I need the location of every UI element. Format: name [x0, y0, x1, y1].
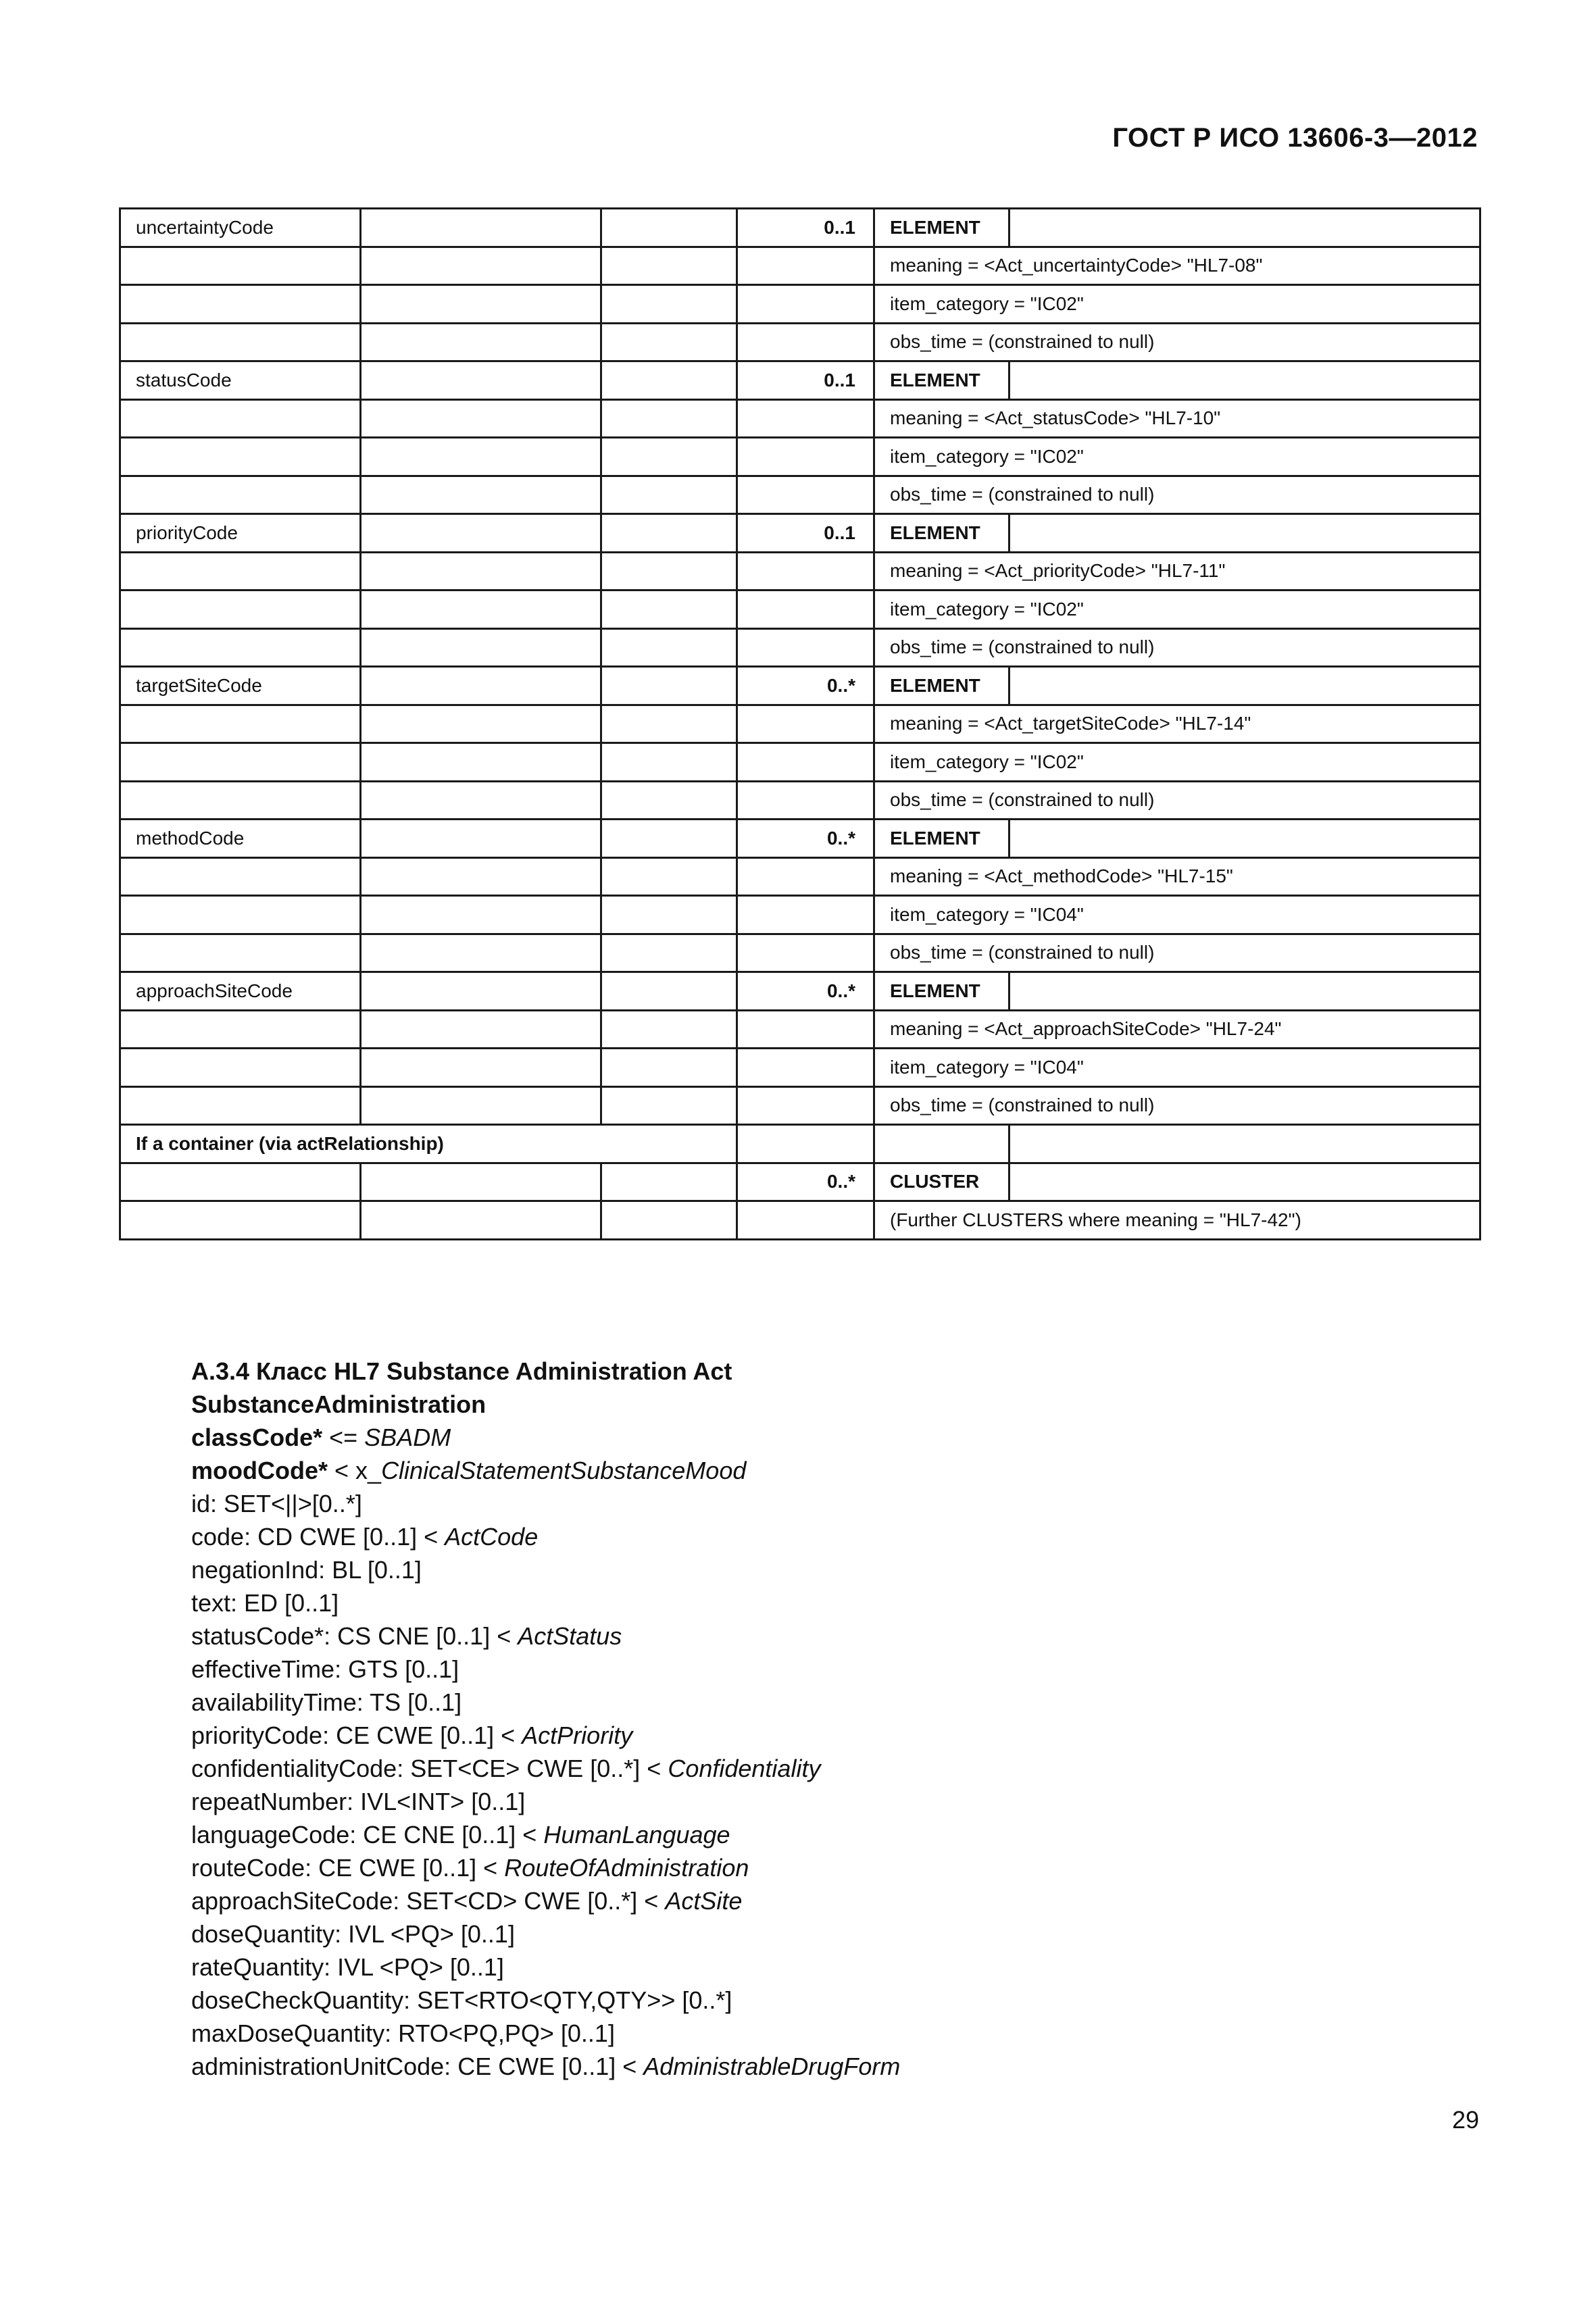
- cardinality-cell: 0..1: [737, 209, 874, 247]
- empty-cell: [361, 514, 601, 553]
- empty-cell: [361, 667, 601, 705]
- table-row: [120, 628, 1480, 667]
- empty-cell: [1009, 667, 1480, 705]
- empty-cell: [361, 1201, 601, 1240]
- attribute-text: doseQuantity: IVL <PQ> [0..1]: [191, 1920, 515, 1948]
- empty-cell: [737, 628, 874, 667]
- empty-cell: [737, 476, 874, 514]
- empty-cell: [601, 438, 737, 476]
- element-type-cell: ELEMENT: [874, 820, 1009, 858]
- empty-cell: [361, 705, 601, 743]
- table-row: [120, 743, 1480, 782]
- empty-cell: [737, 1201, 874, 1240]
- attribute-name-cell: uncertaintyCode: [120, 209, 361, 247]
- obs-time-cell: obs_time = (constrained to null): [874, 934, 1480, 972]
- element-type-cell: ELEMENT: [874, 209, 1009, 247]
- attribute-line: [191, 1487, 1475, 1520]
- empty-cell: [737, 857, 874, 896]
- table-row: [120, 1201, 1480, 1240]
- attribute-vocabulary: AdministrableDrugForm: [643, 2053, 901, 2080]
- empty-cell: [737, 285, 874, 324]
- empty-cell: [737, 1010, 874, 1049]
- attribute-line: [191, 1752, 1475, 1785]
- empty-cell: [361, 972, 601, 1011]
- attribute-line: [191, 1984, 1475, 2017]
- empty-cell: [737, 781, 874, 820]
- empty-cell: [120, 1201, 361, 1240]
- attribute-line: [191, 1851, 1475, 1884]
- table-row: [120, 285, 1480, 324]
- empty-cell: [1009, 361, 1480, 400]
- mood-code-operator: < x_: [328, 1457, 382, 1484]
- empty-cell: [1009, 972, 1480, 1011]
- attribute-text: routeCode: CE CWE [0..1] <: [191, 1854, 505, 1882]
- mood-code-value: ClinicalStatementSubstanceMood: [381, 1457, 747, 1484]
- attribute-name-cell: priorityCode: [120, 514, 361, 553]
- attribute-vocabulary: ActSite: [665, 1887, 743, 1915]
- table-row: [120, 1125, 1480, 1163]
- cardinality-cell: 0..1: [737, 361, 874, 400]
- further-clusters-cell: (Further CLUSTERS where meaning = "HL7-42"): [874, 1201, 1480, 1240]
- empty-cell: [737, 896, 874, 934]
- attribute-vocabulary: RouteOfAdministration: [504, 1854, 749, 1882]
- item-category-cell: item_category = "IC04": [874, 896, 1480, 934]
- table-row: [120, 247, 1480, 285]
- empty-cell: [601, 667, 737, 705]
- class-description: [191, 1355, 1475, 2083]
- table-row: [120, 1010, 1480, 1049]
- cardinality-cell: 0..*: [737, 972, 874, 1011]
- section-subtitle: SubstanceAdministration: [191, 1390, 487, 1418]
- table-row: [120, 934, 1480, 972]
- attribute-line: [191, 2050, 1475, 2083]
- empty-cell: [601, 820, 737, 858]
- empty-cell: [361, 399, 601, 438]
- attribute-line: [191, 1785, 1475, 1818]
- mood-code-label: moodCode*: [191, 1457, 328, 1484]
- empty-cell: [120, 1010, 361, 1049]
- empty-cell: [737, 323, 874, 361]
- attribute-name-cell: statusCode: [120, 361, 361, 400]
- empty-cell: [601, 323, 737, 361]
- empty-cell: [361, 285, 601, 324]
- attribute-text: repeatNumber: IVL<INT> [0..1]: [191, 1788, 526, 1815]
- empty-cell: [361, 247, 601, 285]
- attribute-text: rateQuantity: IVL <PQ> [0..1]: [191, 1953, 504, 1981]
- element-type-cell: ELEMENT: [874, 667, 1009, 705]
- obs-time-cell: obs_time = (constrained to null): [874, 781, 1480, 820]
- empty-cell: [361, 476, 601, 514]
- empty-cell: [601, 934, 737, 972]
- attribute-vocabulary: ActPriority: [522, 1721, 633, 1749]
- attribute-vocabulary: ActStatus: [518, 1622, 622, 1650]
- class-code-value: SBADM: [364, 1424, 451, 1451]
- empty-cell: [601, 476, 737, 514]
- table-row: [120, 1086, 1480, 1125]
- empty-cell: [120, 285, 361, 324]
- attribute-text: code: CD CWE [0..1] <: [191, 1523, 445, 1551]
- section-title: A.3.4 Класс HL7 Substance Administration Act: [191, 1357, 732, 1385]
- table-row: [120, 552, 1480, 590]
- mapping-table: [119, 207, 1481, 1240]
- empty-cell: [1009, 1125, 1480, 1163]
- attribute-text: maxDoseQuantity: RTO<PQ,PQ> [0..1]: [191, 2019, 615, 2047]
- obs-time-cell: obs_time = (constrained to null): [874, 1086, 1480, 1125]
- empty-cell: [1009, 514, 1480, 553]
- table-row: [120, 781, 1480, 820]
- attribute-text: availabilityTime: TS [0..1]: [191, 1688, 462, 1716]
- empty-cell: [120, 476, 361, 514]
- page-number: 29: [1451, 2106, 1479, 2134]
- attribute-vocabulary: Confidentiality: [668, 1755, 821, 1782]
- class-code-line: [191, 1421, 1475, 1454]
- attribute-text: administrationUnitCode: CE CWE [0..1] <: [191, 2053, 644, 2080]
- meaning-cell: meaning = <Act_statusCode> "HL7-10": [874, 399, 1480, 438]
- empty-cell: [737, 705, 874, 743]
- item-category-cell: item_category = "IC02": [874, 438, 1480, 476]
- attribute-line: [191, 1818, 1475, 1851]
- attribute-text: effectiveTime: GTS [0..1]: [191, 1655, 459, 1683]
- empty-cell: [120, 1163, 361, 1201]
- table-row: [120, 972, 1480, 1011]
- document-header: ГОСТ Р ИСО 13606-3—2012: [1112, 123, 1478, 153]
- empty-cell: [1009, 820, 1480, 858]
- table-row: [120, 1163, 1480, 1201]
- table-row: [120, 667, 1480, 705]
- empty-cell: [737, 1086, 874, 1125]
- attribute-line: [191, 1686, 1475, 1719]
- empty-cell: [361, 743, 601, 782]
- empty-cell: [737, 552, 874, 590]
- table-row: [120, 705, 1480, 743]
- empty-cell: [361, 1086, 601, 1125]
- empty-cell: [601, 209, 737, 247]
- meaning-cell: meaning = <Act_methodCode> "HL7-15": [874, 857, 1480, 896]
- table-row: [120, 514, 1480, 553]
- empty-cell: [737, 247, 874, 285]
- empty-cell: [361, 552, 601, 590]
- empty-cell: [737, 399, 874, 438]
- empty-cell: [120, 896, 361, 934]
- cardinality-cell: 0..*: [737, 667, 874, 705]
- empty-cell: [120, 1086, 361, 1125]
- empty-cell: [120, 1049, 361, 1087]
- cardinality-cell: 0..*: [737, 820, 874, 858]
- attribute-line: [191, 2017, 1475, 2050]
- empty-cell: [601, 1010, 737, 1049]
- empty-cell: [120, 628, 361, 667]
- meaning-cell: meaning = <Act_approachSiteCode> "HL7-24": [874, 1010, 1480, 1049]
- empty-cell: [361, 857, 601, 896]
- table-row: [120, 209, 1480, 247]
- empty-cell: [601, 705, 737, 743]
- empty-cell: [361, 1049, 601, 1087]
- empty-cell: [737, 590, 874, 629]
- table-row: [120, 323, 1480, 361]
- empty-cell: [601, 399, 737, 438]
- attribute-line: [191, 1586, 1475, 1619]
- item-category-cell: item_category = "IC02": [874, 590, 1480, 629]
- empty-cell: [1009, 1163, 1480, 1201]
- empty-cell: [601, 781, 737, 820]
- item-category-cell: item_category = "IC02": [874, 743, 1480, 782]
- item-category-cell: item_category = "IC04": [874, 1049, 1480, 1087]
- empty-cell: [120, 743, 361, 782]
- empty-cell: [601, 1163, 737, 1201]
- table-row: [120, 590, 1480, 629]
- attribute-text: negationInd: BL [0..1]: [191, 1556, 422, 1584]
- empty-cell: [601, 552, 737, 590]
- empty-cell: [120, 438, 361, 476]
- empty-cell: [120, 590, 361, 629]
- container-label-cell: If a container (via actRelationship): [120, 1125, 737, 1163]
- attribute-line: [191, 1520, 1475, 1553]
- empty-cell: [361, 361, 601, 400]
- empty-cell: [120, 857, 361, 896]
- empty-cell: [601, 743, 737, 782]
- attribute-text: statusCode*: CS CNE [0..1] <: [191, 1622, 518, 1650]
- empty-cell: [601, 628, 737, 667]
- attribute-text: text: ED [0..1]: [191, 1589, 339, 1617]
- empty-cell: [120, 781, 361, 820]
- table-row: [120, 896, 1480, 934]
- attribute-vocabulary: ActCode: [445, 1523, 539, 1551]
- empty-cell: [361, 896, 601, 934]
- empty-cell: [737, 934, 874, 972]
- table-row: [120, 820, 1480, 858]
- mood-code-line: [191, 1454, 1475, 1487]
- empty-cell: [361, 628, 601, 667]
- element-type-cell: ELEMENT: [874, 361, 1009, 400]
- attribute-line: [191, 1917, 1475, 1951]
- cluster-type-cell: CLUSTER: [874, 1163, 1009, 1201]
- table-row: [120, 1049, 1480, 1087]
- empty-cell: [361, 590, 601, 629]
- attribute-text: confidentialityCode: SET<CE> CWE [0..*] <: [191, 1755, 668, 1782]
- attribute-line: [191, 1884, 1475, 1917]
- class-code-label: classCode*: [191, 1424, 323, 1451]
- attribute-name-cell: approachSiteCode: [120, 972, 361, 1011]
- table-row: [120, 438, 1480, 476]
- attribute-vocabulary: HumanLanguage: [543, 1821, 730, 1848]
- empty-cell: [601, 361, 737, 400]
- attribute-text: id: SET<||>[0..*]: [191, 1490, 362, 1517]
- attribute-line: [191, 1719, 1475, 1752]
- empty-cell: [601, 896, 737, 934]
- empty-cell: [120, 934, 361, 972]
- attribute-line: [191, 1951, 1475, 1984]
- obs-time-cell: obs_time = (constrained to null): [874, 476, 1480, 514]
- empty-cell: [601, 247, 737, 285]
- empty-cell: [361, 781, 601, 820]
- meaning-cell: meaning = <Act_targetSiteCode> "HL7-14": [874, 705, 1480, 743]
- attribute-line: [191, 1553, 1475, 1586]
- cardinality-cell: 0..1: [737, 514, 874, 553]
- empty-cell: [601, 857, 737, 896]
- attribute-name-cell: targetSiteCode: [120, 667, 361, 705]
- empty-cell: [737, 743, 874, 782]
- empty-cell: [601, 514, 737, 553]
- empty-cell: [120, 705, 361, 743]
- empty-cell: [601, 972, 737, 1011]
- empty-cell: [361, 1010, 601, 1049]
- element-type-cell: ELEMENT: [874, 972, 1009, 1011]
- element-type-cell: ELEMENT: [874, 514, 1009, 553]
- empty-cell: [361, 438, 601, 476]
- attribute-name-cell: methodCode: [120, 820, 361, 858]
- attribute-text: languageCode: CE CNE [0..1] <: [191, 1821, 544, 1848]
- table-row: [120, 361, 1480, 400]
- empty-cell: [1009, 209, 1480, 247]
- item-category-cell: item_category = "IC02": [874, 285, 1480, 324]
- empty-cell: [601, 1086, 737, 1125]
- meaning-cell: meaning = <Act_priorityCode> "HL7-11": [874, 552, 1480, 590]
- obs-time-cell: obs_time = (constrained to null): [874, 323, 1480, 361]
- empty-cell: [361, 1163, 601, 1201]
- empty-cell: [601, 590, 737, 629]
- empty-cell: [601, 1201, 737, 1240]
- empty-cell: [874, 1125, 1009, 1163]
- obs-time-cell: obs_time = (constrained to null): [874, 628, 1480, 667]
- attribute-text: priorityCode: CE CWE [0..1] <: [191, 1721, 522, 1749]
- class-code-operator: <=: [322, 1424, 365, 1451]
- empty-cell: [361, 323, 601, 361]
- cardinality-cell: 0..*: [737, 1163, 874, 1201]
- empty-cell: [601, 285, 737, 324]
- empty-cell: [737, 1125, 874, 1163]
- meaning-cell: meaning = <Act_uncertaintyCode> "HL7-08": [874, 247, 1480, 285]
- empty-cell: [361, 934, 601, 972]
- empty-cell: [120, 399, 361, 438]
- empty-cell: [361, 209, 601, 247]
- empty-cell: [601, 1049, 737, 1087]
- table-row: [120, 476, 1480, 514]
- attribute-line: [191, 1619, 1475, 1653]
- empty-cell: [120, 247, 361, 285]
- empty-cell: [737, 438, 874, 476]
- empty-cell: [361, 820, 601, 858]
- empty-cell: [120, 552, 361, 590]
- table-row: [120, 857, 1480, 896]
- table-row: [120, 399, 1480, 438]
- attribute-text: doseCheckQuantity: SET<RTO<QTY,QTY>> [0..*]: [191, 1986, 732, 2014]
- empty-cell: [120, 323, 361, 361]
- attribute-line: [191, 1653, 1475, 1686]
- empty-cell: [737, 1049, 874, 1087]
- attribute-text: approachSiteCode: SET<CD> CWE [0..*] <: [191, 1887, 666, 1915]
